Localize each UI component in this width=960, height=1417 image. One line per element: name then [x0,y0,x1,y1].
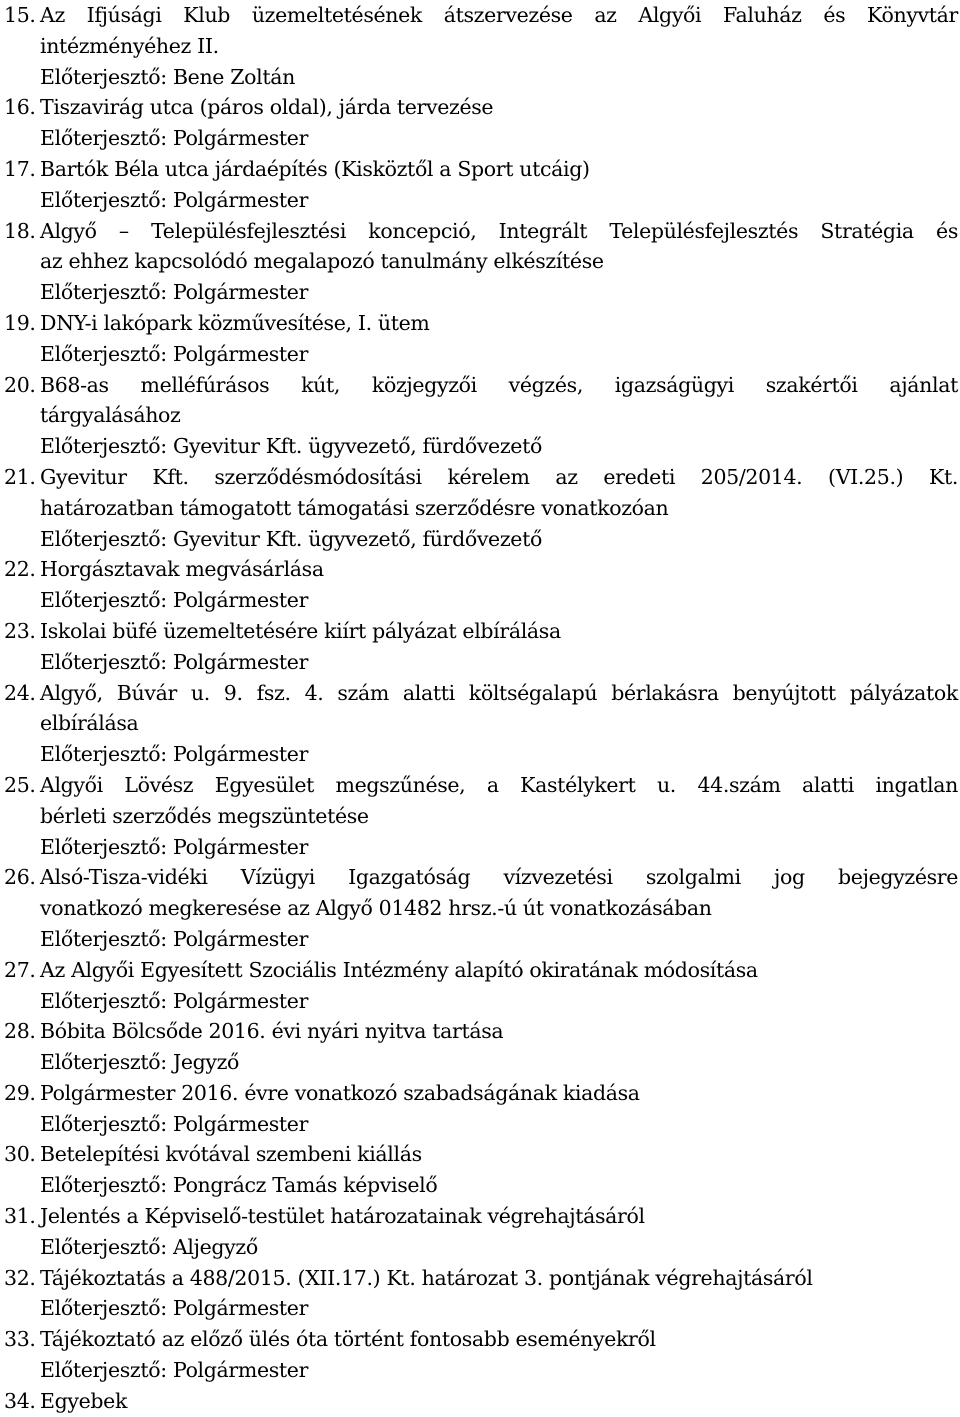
presenter-label: Előterjesztő: [40,526,167,551]
agenda-item [4,1201,958,1263]
agenda-item [4,462,958,554]
agenda-item-presenter [4,62,958,93]
agenda-item [4,154,958,216]
agenda-item [4,0,958,92]
presenter-label: Előterjesztő: [40,834,167,859]
presenter-label: Előterjesztő: [40,1234,167,1259]
agenda-item-title-continued: bérleti szerződés megszüntetése [40,803,369,828]
agenda-item-title: Betelepítési kvótával szembeni kiállás [40,1142,422,1167]
presenter-name: Bene Zoltán [172,64,295,89]
agenda-item-first-line [4,308,958,339]
agenda-item-title: Tiszavirág utca (páros oldal), járda tervezése [40,95,494,120]
agenda-item-title: Egyebek [40,1388,128,1413]
agenda-item-presenter [4,832,958,863]
agenda-item-presenter [4,1109,958,1140]
agenda-item-title-continued: határozatban támogatott támogatási szerződésre vonatkozóan [40,495,669,520]
agenda-item-first-line [4,1386,958,1417]
agenda-item-presenter [4,524,958,555]
presenter-label: Előterjesztő: [40,588,167,613]
presenter-label: Előterjesztő: [40,649,167,674]
agenda-item-presenter [4,585,958,616]
presenter-label: Előterjesztő: [40,1173,167,1198]
agenda-item-number: 22. [4,557,36,582]
agenda-item-presenter [4,1047,958,1078]
agenda-item-first-line [4,862,958,893]
agenda-item-presenter [4,739,958,770]
agenda-item [4,92,958,154]
agenda-item-first-line [4,462,958,493]
agenda-item-first-line [4,0,958,31]
agenda-item-title: Bartók Béla utca járdaépítés (Kisköztől a Sport utcáig) [40,156,590,181]
agenda-item-number: 32. [4,1265,36,1290]
agenda-item-presenter [4,1170,958,1201]
agenda-item-first-line [4,1139,958,1170]
agenda-item-first-line [4,1263,958,1294]
agenda-item-presenter [4,986,958,1017]
agenda-item-first-line [4,1201,958,1232]
agenda-item-number: 34. [4,1388,36,1413]
agenda-item-title-continued: tárgyalásához [40,403,181,428]
presenter-name: Polgármester [172,187,309,212]
presenter-name: Pongrácz Tamás képviselő [172,1173,438,1198]
agenda-item-presenter [4,1293,958,1324]
agenda-item [4,616,958,678]
agenda-item-number: 28. [4,1019,36,1044]
agenda-item-first-line [4,678,958,709]
agenda-item-first-line [4,370,958,401]
agenda-item [4,1386,958,1417]
presenter-name: Polgármester [172,834,309,859]
agenda-item-title: Horgásztavak megvásárlása [40,557,324,582]
agenda-item-first-line [4,1016,958,1047]
agenda-item-title: Algyő, Búvár u. 9. fsz. 4. szám alatti költségalapú bérlakásra benyújtott pályázatok [40,680,958,705]
agenda-item-first-line [4,1324,958,1355]
presenter-label: Előterjesztő: [40,126,167,151]
agenda-item-first-line [4,770,958,801]
agenda-item-presenter [4,339,958,370]
agenda-item [4,770,958,862]
agenda-item-presenter [4,647,958,678]
agenda-item [4,1078,958,1140]
agenda-item-number: 16. [4,95,36,120]
agenda-item-presenter [4,1232,958,1263]
agenda-item [4,1016,958,1078]
agenda-item-number: 29. [4,1080,36,1105]
agenda-item-number: 19. [4,310,36,335]
agenda-item-first-line [4,554,958,585]
presenter-label: Előterjesztő: [40,926,167,951]
presenter-label: Előterjesztő: [40,1111,167,1136]
agenda-item-title: Tájékoztatás a 488/2015. (XII.17.) Kt. határozat 3. pontjának végrehajtásáról [40,1265,813,1290]
presenter-name: Polgármester [172,926,309,951]
agenda-item-first-line [4,154,958,185]
agenda-item [4,678,958,770]
agenda-item-number: 27. [4,957,36,982]
agenda-item [4,862,958,954]
agenda-item-title: Algyő – Településfejlesztési koncepció, Integrált Településfejlesztés Stratégia és [40,218,958,243]
presenter-label: Előterjesztő: [40,988,167,1013]
agenda-item-title: DNY-i lakópark közművesítése, I. ütem [40,310,430,335]
agenda-item-number: 30. [4,1142,36,1167]
agenda-item-title-continued: intézményéhez II. [40,33,219,58]
presenter-label: Előterjesztő: [40,1296,167,1321]
agenda-item-number: 21. [4,464,36,489]
presenter-label: Előterjesztő: [40,742,167,767]
agenda-item [4,955,958,1017]
agenda-item-title: Bóbita Bölcsőde 2016. évi nyári nyitva tartása [40,1019,504,1044]
agenda-item-title: Algyői Lövész Egyesület megszűnése, a Kastélykert u. 44.szám alatti ingatlan [40,772,958,797]
presenter-name: Aljegyző [172,1234,258,1259]
presenter-label: Előterjesztő: [40,341,167,366]
agenda-item-number: 18. [4,218,36,243]
presenter-name: Polgármester [172,1358,309,1383]
agenda-item [4,1324,958,1386]
presenter-name: Gyevitur Kft. ügyvezető, fürdővezető [172,526,542,551]
agenda-item-title: B68-as melléfúrásos kút, közjegyzői végzés, igazságügyi szakértői ajánlat [40,372,958,397]
presenter-name: Polgármester [172,1111,309,1136]
agenda-item-first-line [4,616,958,647]
agenda-item-presenter [4,185,958,216]
agenda-item-title: Gyevitur Kft. szerződésmódosítási kérelem az eredeti 205/2014. (VI.25.) Kt. [40,464,958,489]
agenda-item-title-continued: az ehhez kapcsolódó megalapozó tanulmány elkészítése [40,249,604,274]
agenda-item-title-continued: elbírálása [40,711,139,736]
agenda-item-number: 15. [4,3,36,27]
presenter-name: Polgármester [172,988,309,1013]
presenter-name: Polgármester [172,649,309,674]
presenter-name: Gyevitur Kft. ügyvezető, fürdővezető [172,434,542,459]
presenter-name: Polgármester [172,588,309,613]
presenter-label: Előterjesztő: [40,280,167,305]
agenda-item-title: Alsó-Tisza-vidéki Vízügyi Igazgatóság vízvezetési szolgalmi jog bejegyzésre [40,865,958,890]
agenda-item [4,308,958,370]
agenda-item [4,1263,958,1325]
agenda-item-title: Az Algyői Egyesített Szociális Intézmény alapító okiratának módosítása [40,957,758,982]
agenda-item-presenter [4,431,958,462]
agenda-item [4,1139,958,1201]
agenda-item [4,216,958,308]
presenter-name: Polgármester [172,742,309,767]
agenda-item-number: 26. [4,865,36,890]
presenter-name: Polgármester [172,341,309,366]
agenda-item-number: 17. [4,156,36,181]
agenda-item [4,370,958,462]
agenda-item-first-line [4,1078,958,1109]
agenda-item-presenter [4,123,958,154]
agenda-item-first-line [4,216,958,247]
presenter-name: Polgármester [172,126,309,151]
agenda-item-title: Az Ifjúsági Klub üzemeltetésének átszervezése az Algyői Faluház és Könyvtár [40,3,958,27]
agenda-item-number: 33. [4,1327,36,1352]
agenda-item-title: Jelentés a Képviselő-testület határozatainak végrehajtásáról [40,1204,645,1229]
agenda-item-first-line [4,92,958,123]
presenter-label: Előterjesztő: [40,64,167,89]
agenda-item-first-line [4,955,958,986]
presenter-name: Jegyző [172,1050,240,1075]
agenda-list [4,0,958,1417]
agenda-item-presenter [4,277,958,308]
agenda-item-number: 23. [4,618,36,643]
presenter-label: Előterjesztő: [40,1358,167,1383]
presenter-name: Polgármester [172,1296,309,1321]
agenda-item-title-continued: vonatkozó megkeresése az Algyő 01482 hrsz.-ú út vonatkozásában [40,896,712,921]
agenda-item-title: Iskolai büfé üzemeltetésére kiírt pályázat elbírálása [40,618,561,643]
agenda-item-number: 25. [4,772,36,797]
presenter-label: Előterjesztő: [40,1050,167,1075]
presenter-label: Előterjesztő: [40,434,167,459]
agenda-item-number: 20. [4,372,36,397]
presenter-name: Polgármester [172,280,309,305]
agenda-item-presenter [4,924,958,955]
agenda-item [4,554,958,616]
agenda-item-title: Tájékoztató az előző ülés óta történt fontosabb eseményekről [40,1327,656,1352]
agenda-item-title: Polgármester 2016. évre vonatkozó szabadságának kiadása [40,1080,640,1105]
agenda-item-number: 24. [4,680,36,705]
agenda-item-number: 31. [4,1204,36,1229]
presenter-label: Előterjesztő: [40,187,167,212]
agenda-item-presenter [4,1355,958,1386]
